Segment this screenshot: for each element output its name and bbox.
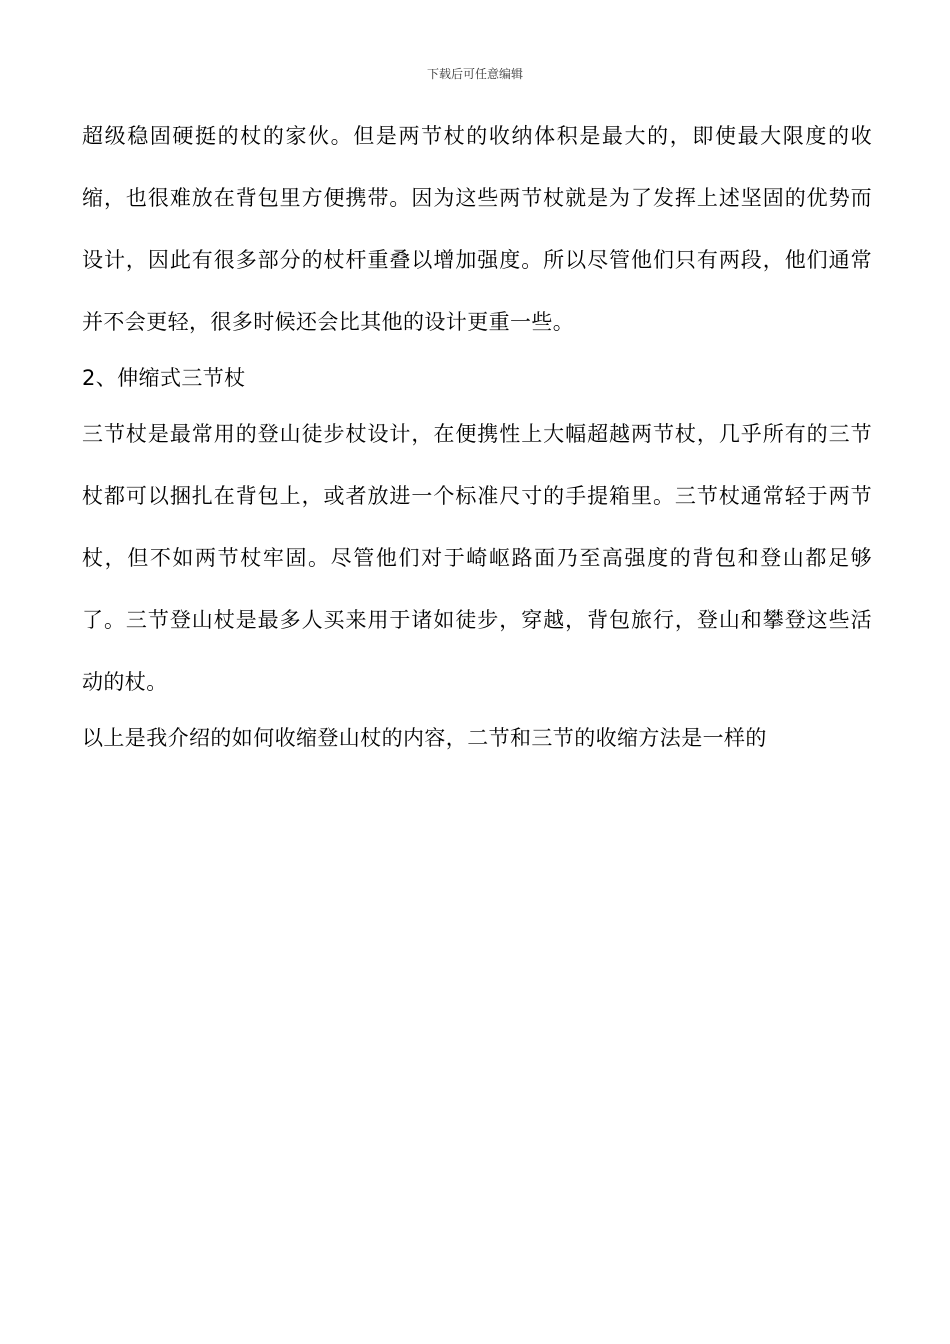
page-header: 下载后可任意编辑 [426,67,523,81]
section-heading-three-section-pole: 2、伸缩式三节杖 [82,366,246,390]
paragraph-conclusion: 以上是我介绍的如何收缩登山杖的内容，二节和三节的收缩方法是一样的 [82,726,767,750]
paragraph-two-section-pole: 超级稳固硬挺的杖的家伙。但是两节杖的收纳体积是最大的，即使最大限度的收缩，也很难放在背包里方便携带。因为这些两节杖就是为了发挥上述坚固的优势而设计，因此有很多部分的杖杆重叠以增加强度。所以尽管他们只有两段，他们通常并不会更轻，很多时候还会比其他的设计更重一些。 [82,124,872,334]
document-body [82,105,872,763]
paragraph-three-section-pole: 三节杖是最常用的登山徒步杖设计，在便携性上大幅超越两节杖，几乎所有的三节杖都可以捆扎在背包上，或者放进一个标准尺寸的手提箱里。三节杖通常轻于两节杖，但不如两节杖牢固。尽管他们对于崎岖路面乃至高强度的背包和登山都足够了。三节登山杖是最多人买来用于诸如徒步，穿越，背包旅行，登山和攀登这些活动的杖。 [82,422,872,694]
